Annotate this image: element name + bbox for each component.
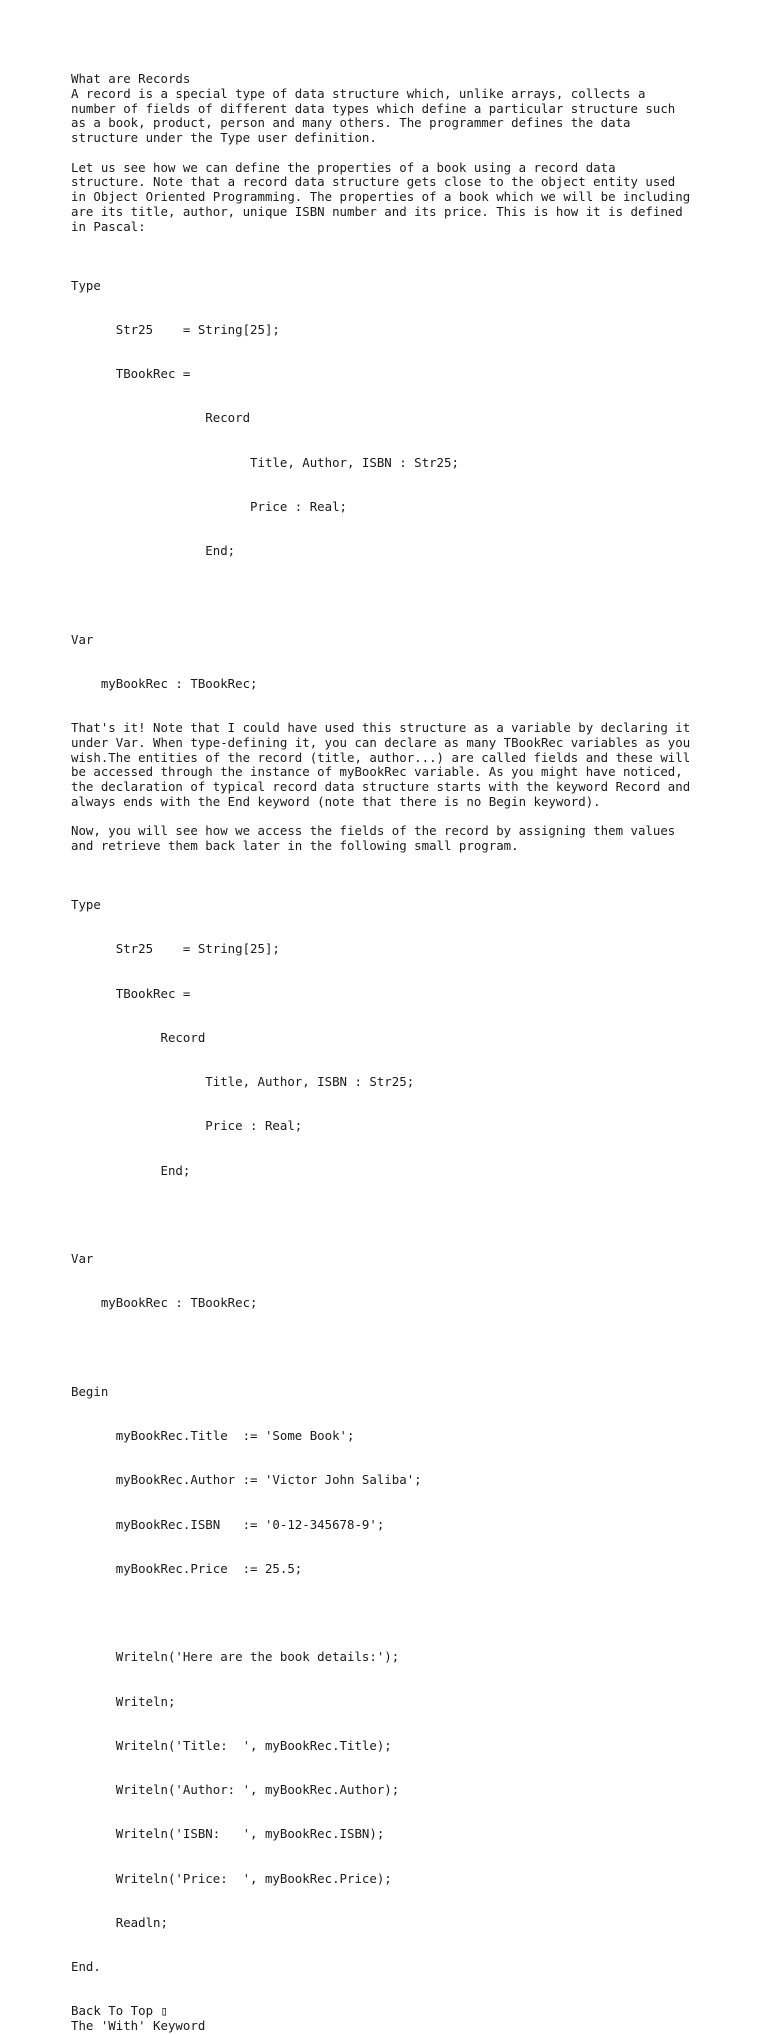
program-output-block	[71, 1621, 711, 2005]
var-code-block	[71, 603, 711, 721]
code-line: Type	[71, 277, 101, 293]
text-line: Now, you will see how we access the fields of the record by assigning them values	[71, 823, 676, 839]
code-line: End;	[71, 543, 236, 558]
text-line: Let us see how we can define the properties of a book using a record data	[71, 159, 616, 175]
code-line: myBookRec.Title := 'Some Book';	[71, 1428, 355, 1443]
code-line: myBookRec : TBookRec;	[71, 1295, 258, 1311]
spacer	[71, 1606, 711, 1621]
code-line: myBookRec.ISBN := '0-12-345678-9';	[71, 1516, 385, 1532]
spacer	[71, 854, 711, 869]
text-line: in Object Oriented Programming. The properties of a book which we will be including	[71, 189, 691, 204]
text-line: be accessed through the instance of myBookRec variable. As you might have noticed,	[71, 764, 683, 780]
code-line: Begin	[71, 1383, 109, 1399]
code-line: Price : Real;	[71, 1118, 303, 1134]
spacer	[71, 1341, 711, 1356]
code-line: myBookRec.Price := 25.5;	[71, 1560, 303, 1576]
text-line: structure under the Type user definition.	[71, 130, 377, 145]
code-line: Type	[71, 897, 101, 912]
definition-paragraph	[71, 161, 711, 235]
code-line: Title, Author, ISBN : Str25;	[71, 454, 459, 470]
code-line: Writeln('Title: ', myBookRec.Title);	[71, 1737, 392, 1753]
code-line: Title, Author, ISBN : Str25;	[71, 1074, 415, 1089]
code-line: Str25 = String[25];	[71, 321, 280, 337]
code-line: Writeln('Price: ', myBookRec.Price);	[71, 1870, 392, 1886]
code-line: Writeln;	[71, 1693, 176, 1709]
code-line: Str25 = String[25];	[71, 941, 280, 957]
text-line: That's it! Note that I could have used this structure as a variable by declaring it	[71, 720, 691, 735]
text-line: as a book, product, person and many others. The programmer defines the data	[71, 115, 631, 131]
text-line: always ends with the End keyword (note that there is no Begin keyword).	[71, 793, 601, 809]
text-line: A record is a special type of data structure which, unlike arrays, collects a	[71, 85, 646, 101]
back-to-top-link[interactable]: Back To Top ▯	[71, 2003, 168, 2019]
text-line: and retrieve them back later in the following small program.	[71, 838, 519, 853]
section-heading: What are Records	[71, 71, 191, 86]
code-line: Price : Real;	[71, 498, 348, 514]
code-line: myBookRec : TBookRec;	[71, 675, 258, 691]
document-page	[71, 72, 711, 2034]
code-line: myBookRec.Author := 'Victor John Saliba';	[71, 1472, 422, 1488]
spacer	[71, 1208, 711, 1223]
spacer	[71, 810, 711, 825]
text-line: are its title, author, unique ISBN number and its price. This is how it is defined	[71, 203, 683, 219]
code-line: Writeln('Here are the book details:');	[71, 1649, 400, 1665]
code-line: Record	[71, 1029, 206, 1045]
intro-paragraph	[71, 87, 711, 146]
code-line: Record	[71, 410, 251, 426]
text-line: under Var. When type-defining it, you can declare as many TBookRec variables as you	[71, 734, 691, 750]
spacer	[71, 234, 711, 249]
code-line: Writeln('Author: ', myBookRec.Author);	[71, 1782, 400, 1797]
code-line: End.	[71, 1959, 101, 1974]
explanation-paragraph	[71, 721, 711, 810]
code-line: Writeln('ISBN: ', myBookRec.ISBN);	[71, 1826, 385, 1842]
code-line: TBookRec =	[71, 366, 191, 381]
code-line: Var	[71, 631, 94, 647]
text-line: in Pascal:	[71, 218, 146, 234]
next-section-heading: The 'With' Keyword	[71, 2018, 206, 2033]
code-line: Var	[71, 1251, 94, 1266]
text-line: number of fields of different data types which define a particular structure such	[71, 100, 676, 116]
code-line: End;	[71, 1162, 191, 1178]
code-line: Readln;	[71, 1914, 168, 1930]
spacer	[71, 588, 711, 603]
type-code-block	[71, 249, 711, 588]
program-assign-block	[71, 1355, 711, 1606]
code-line: TBookRec =	[71, 985, 191, 1001]
access-paragraph	[71, 824, 711, 854]
program-var-block	[71, 1223, 711, 1341]
text-line: structure. Note that a record data structure gets close to the object entity used	[71, 174, 676, 190]
text-line: wish.The entities of the record (title, author...) are called fields and these will	[71, 749, 691, 765]
text-line: the declaration of typical record data structure starts with the keyword Record and	[71, 779, 691, 794]
spacer	[71, 146, 711, 161]
program-type-block	[71, 869, 711, 1208]
